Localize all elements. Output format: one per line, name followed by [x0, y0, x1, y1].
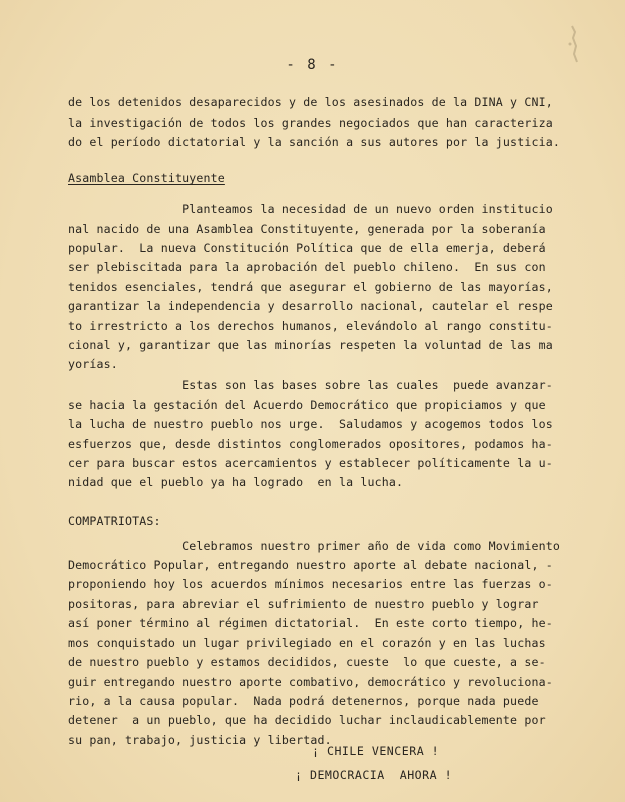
text-line: detener a un pueblo, que ha decidido luchar inclaudicablemente por — [68, 713, 546, 727]
text-line: su pan, trabajo, justicia y libertad. — [68, 733, 332, 747]
text-line: se hacia la gestación del Acuerdo Democrático que propiciamos y que — [68, 398, 546, 412]
text-line: proponiendo hoy los acuerdos mínimos necesarios entre las fuerzas o- — [68, 577, 553, 591]
text-line: nal nacido de una Asamblea Constituyente, generada por la soberanía — [68, 222, 546, 236]
text-line: de los detenidos desaparecidos y de los asesinados de la DINA y CNI, — [68, 95, 553, 109]
text-line: garantizar la independencia y desarrollo nacional, cautelar el respe — [68, 299, 553, 313]
text-line: nidad que el pueblo ya ha logrado en la lucha. — [68, 475, 404, 489]
page-number: - 8 - — [286, 57, 339, 73]
text-line: así poner término al régimen dictatorial. En este corto tiempo, he- — [68, 616, 553, 630]
text-line: rio, a la causa popular. Nada podrá detenernos, porque nada puede — [68, 694, 539, 708]
closing-line-1: ¡ CHILE VENCERA ! — [312, 744, 440, 758]
text-line: mos conquistado un lugar privilegiado en el corazón y en las luchas — [68, 636, 546, 650]
text-line: yorías. — [68, 357, 118, 371]
section-heading: Asamblea Constituyente — [68, 171, 225, 185]
text-line: de nuestro pueblo y estamos decididos, cueste lo que cueste, a se- — [68, 655, 546, 669]
text-line: Democrático Popular, entregando nuestro aporte al debate nacional, - — [68, 558, 553, 572]
section-heading: COMPATRIOTAS: — [68, 514, 161, 528]
text-line: to irrestricto a los derechos humanos, elevándolo al rango constitu- — [68, 319, 553, 333]
text-line: ser plebiscitada para la aprobación del pueblo chileno. En sus con — [68, 260, 546, 274]
text-line: popular. La nueva Constitución Política que de ella emerja, deberá — [68, 241, 546, 255]
text-line: tenidos esenciales, tendrá que asegurar el gobierno de las mayorías, — [68, 280, 553, 294]
text-line: cer para buscar estos acercamientos y establecer políticamente la u- — [68, 456, 553, 470]
text-line: do el período dictatorial y la sanción a sus autores por la justicia. — [68, 135, 560, 149]
text-line: Celebramos nuestro primer año de vida como Movimiento — [68, 539, 560, 553]
text-line: esfuerzos que, desde distintos conglomerados opositores, podamos ha- — [68, 437, 553, 451]
text-line: la lucha de nuestro pueblo nos urge. Saludamos y acogemos todos los — [68, 417, 553, 431]
closing-line-2: ¡ DEMOCRACIA AHORA ! — [295, 768, 453, 782]
text-line: la investigación de todos los grandes negociados que han caracteriza — [68, 116, 553, 130]
text-line: cional y, garantizar que las minorías respeten la voluntad de las ma — [68, 338, 553, 352]
text-line: Estas son las bases sobre las cuales puede avanzar- — [68, 378, 553, 392]
text-line: Planteamos la necesidad de un nuevo orden institucio — [68, 202, 553, 216]
text-line: guir entregando nuestro aporte combativo, democrático y revoluciona- — [68, 675, 553, 689]
text-line: positoras, para abreviar el sufrimiento de nuestro pueblo y lograr — [68, 597, 539, 611]
